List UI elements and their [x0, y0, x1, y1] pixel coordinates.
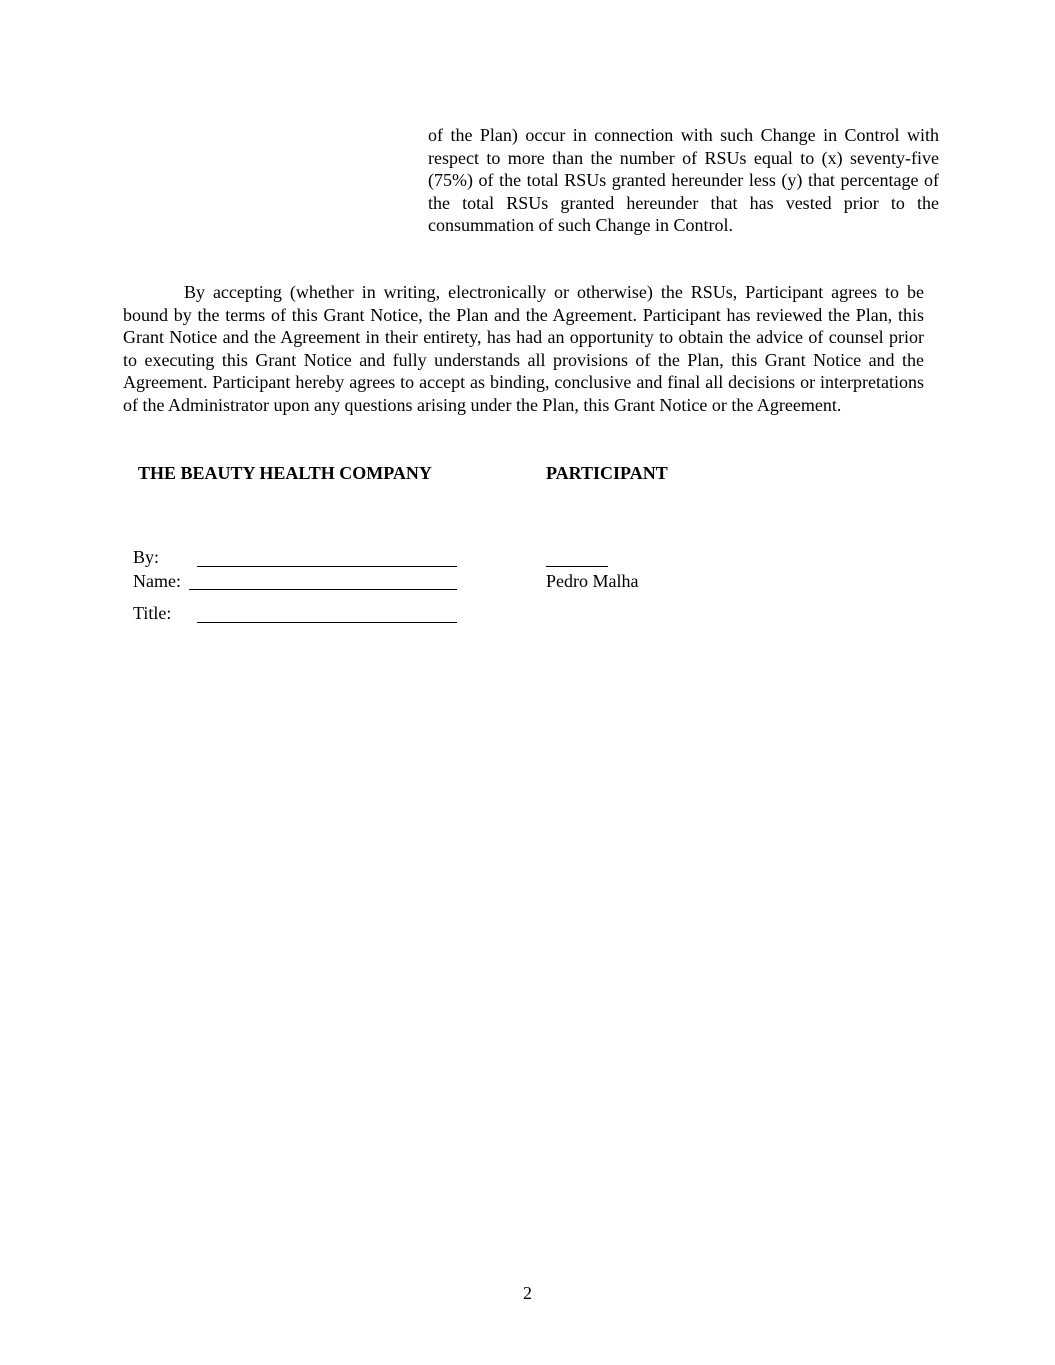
- continuation-paragraph: of the Plan) occur in connection with such Change in Control with respect to more than the number of RSUs equal to (x) seventy-five (75%) of the total RSUs granted hereunder less (y) that percentage of the total RSUs granted hereunder that has vested prior to the consummation of such Change in Control.: [428, 125, 939, 236]
- participant-heading: PARTICIPANT: [546, 463, 668, 483]
- participant-signature-line: [546, 566, 608, 567]
- name-label: Name:: [133, 571, 181, 591]
- participant-name: Pedro Malha: [546, 571, 639, 591]
- title-label: Title:: [133, 603, 172, 623]
- acceptance-paragraph: By accepting (whether in writing, electronically or otherwise) the RSUs, Participant agrees to be bound by the terms of this Grant Notice, the Plan and the Agreement. Participant has reviewed the Plan, this Grant Notice and the Agreement in their entirety, has had an opportunity to obtain the advice of counsel prior to executing this Grant Notice and fully understands all provisions of the Plan, this Grant Notice and the Agreement. Participant hereby agrees to accept as binding, conclusive and final all decisions or interpretations of the Administrator upon any questions arising under the Plan, this Grant Notice or the Agreement.: [123, 282, 924, 415]
- company-heading: THE BEAUTY HEALTH COMPANY: [138, 463, 432, 483]
- name-signature-line: [189, 589, 457, 590]
- page-number: 2: [523, 1283, 532, 1303]
- by-label: By:: [133, 547, 160, 567]
- title-signature-line: [197, 622, 457, 623]
- by-signature-line: [197, 566, 457, 567]
